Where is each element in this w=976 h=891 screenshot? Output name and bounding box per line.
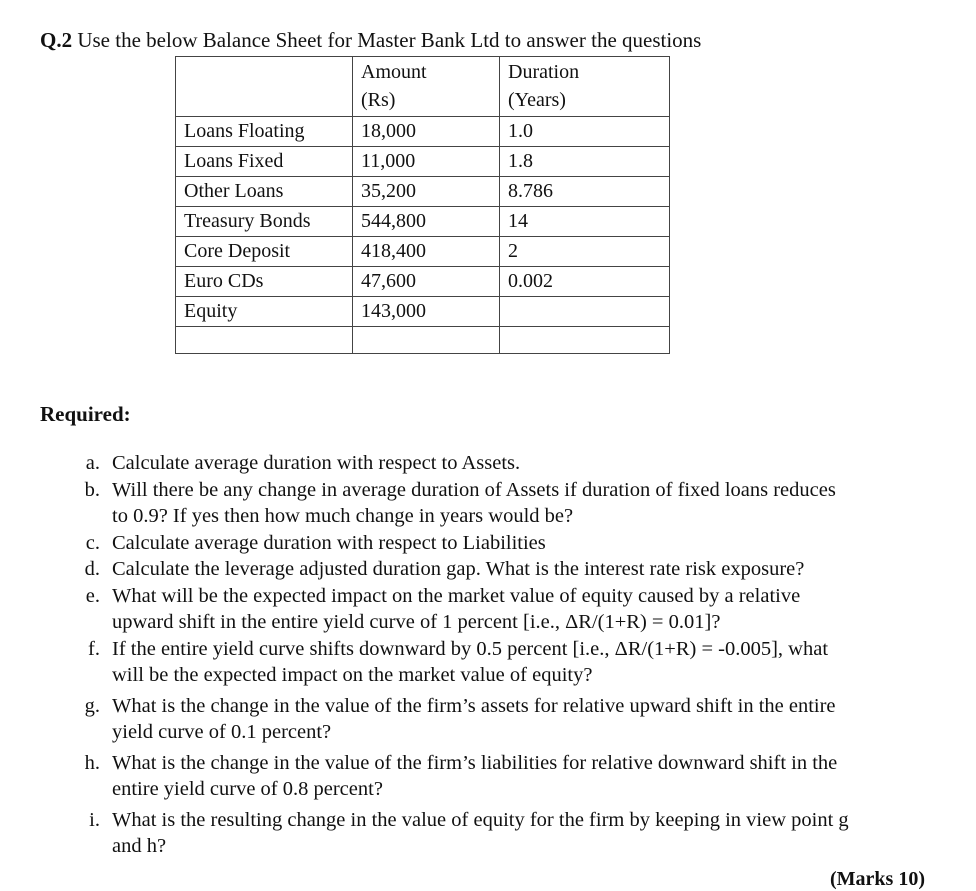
item-cell: Euro CDs — [176, 267, 353, 297]
duration-cell — [500, 297, 670, 327]
marks-label: (Marks 10) — [830, 868, 925, 890]
header-duration-line1: Duration — [508, 61, 580, 83]
table-row — [176, 117, 670, 147]
item-line: to 0.9? If yes then how much change in years would be? — [112, 505, 574, 527]
amount-cell: 11,000 — [353, 147, 500, 177]
item-text — [112, 450, 970, 477]
amount-cell: 544,800 — [353, 207, 500, 237]
item-line: Calculate the leverage adjusted duration gap. What is the interest rate risk exposure? — [112, 558, 805, 580]
item-line: upward shift in the entire yield curve of 1 percent [i.e., ΔR/(1+R) = 0.01]? — [112, 611, 721, 633]
item-text — [112, 556, 970, 583]
item-line: What is the resulting change in the value of equity for the firm by keeping in view point g — [112, 808, 849, 831]
table-row — [176, 267, 670, 297]
item-cell: Treasury Bonds — [176, 207, 353, 237]
duration-cell: 0.002 — [500, 267, 670, 297]
duration-cell: 8.786 — [500, 177, 670, 207]
table-row — [176, 297, 670, 327]
blank-cell — [353, 327, 500, 354]
item-cell: Equity — [176, 297, 353, 327]
list-item — [70, 750, 970, 803]
duration-cell: 2 — [500, 237, 670, 267]
list-item — [70, 556, 970, 583]
blank-cell — [500, 327, 670, 354]
item-text — [112, 807, 970, 860]
item-letter: f. — [88, 637, 100, 660]
question-list — [70, 450, 970, 860]
item-line: If the entire yield curve shifts downward by 0.5 percent [i.e., ΔR/(1+R) = -0.005], what — [112, 637, 829, 660]
question-number: Q.2 — [40, 28, 73, 52]
list-item — [70, 693, 970, 746]
table-row — [176, 147, 670, 177]
header-duration-cell — [500, 57, 670, 117]
question-text: Use the below Balance Sheet for Master Bank Ltd to answer the questions — [77, 28, 702, 52]
table-blank-row — [176, 327, 670, 354]
item-line: entire yield curve of 0.8 percent? — [112, 778, 383, 800]
question-heading — [40, 26, 701, 54]
item-line: What is the change in the value of the firm’s assets for relative upward shift in the entire — [112, 694, 836, 717]
item-letter: e. — [85, 584, 100, 607]
list-item — [70, 530, 970, 557]
item-letter: h. — [84, 751, 100, 774]
header-item-cell — [176, 57, 353, 117]
item-letter: i. — [89, 808, 100, 831]
item-line: will be the expected impact on the market value of equity? — [112, 664, 593, 686]
list-item — [70, 583, 970, 636]
table-row — [176, 237, 670, 267]
item-line: Calculate average duration with respect to Liabilities — [112, 531, 546, 554]
item-letter: b. — [84, 478, 100, 501]
item-text — [112, 530, 970, 557]
item-line: Calculate average duration with respect to Assets. — [112, 452, 521, 474]
item-line: What is the change in the value of the firm’s liabilities for relative downward shift in the — [112, 751, 838, 774]
balance-sheet-table — [175, 56, 670, 354]
amount-cell: 35,200 — [353, 177, 500, 207]
header-amount-line2: (Rs) — [361, 89, 396, 111]
item-text — [112, 693, 970, 746]
item-cell: Loans Fixed — [176, 147, 353, 177]
header-duration-line2: (Years) — [508, 89, 566, 111]
item-text — [112, 750, 970, 803]
item-text — [112, 477, 970, 530]
table-header-row — [176, 57, 670, 117]
required-heading: Required: — [40, 402, 131, 426]
item-letter: a. — [85, 452, 100, 474]
table-row — [176, 207, 670, 237]
item-cell: Loans Floating — [176, 117, 353, 147]
item-letter: d. — [84, 558, 100, 580]
item-cell: Core Deposit — [176, 237, 353, 267]
item-letter: g. — [84, 694, 100, 717]
list-item — [70, 636, 970, 689]
list-item — [70, 807, 970, 860]
item-line: Will there be any change in average duration of Assets if duration of fixed loans reduces — [112, 478, 836, 501]
item-line: and h? — [112, 835, 167, 857]
header-amount-cell — [353, 57, 500, 117]
amount-cell: 47,600 — [353, 267, 500, 297]
list-item — [70, 450, 970, 477]
table-row — [176, 177, 670, 207]
item-text — [112, 636, 970, 689]
duration-cell: 1.8 — [500, 147, 670, 177]
duration-cell: 14 — [500, 207, 670, 237]
duration-cell: 1.0 — [500, 117, 670, 147]
item-line: yield curve of 0.1 percent? — [112, 721, 332, 743]
amount-cell: 18,000 — [353, 117, 500, 147]
blank-cell — [176, 327, 353, 354]
item-line: What will be the expected impact on the market value of equity caused by a relative — [112, 584, 801, 607]
item-text — [112, 583, 970, 636]
item-letter: c. — [85, 531, 100, 554]
item-cell: Other Loans — [176, 177, 353, 207]
header-amount-line1: Amount — [361, 61, 427, 83]
amount-cell: 143,000 — [353, 297, 500, 327]
list-item — [70, 477, 970, 530]
amount-cell: 418,400 — [353, 237, 500, 267]
